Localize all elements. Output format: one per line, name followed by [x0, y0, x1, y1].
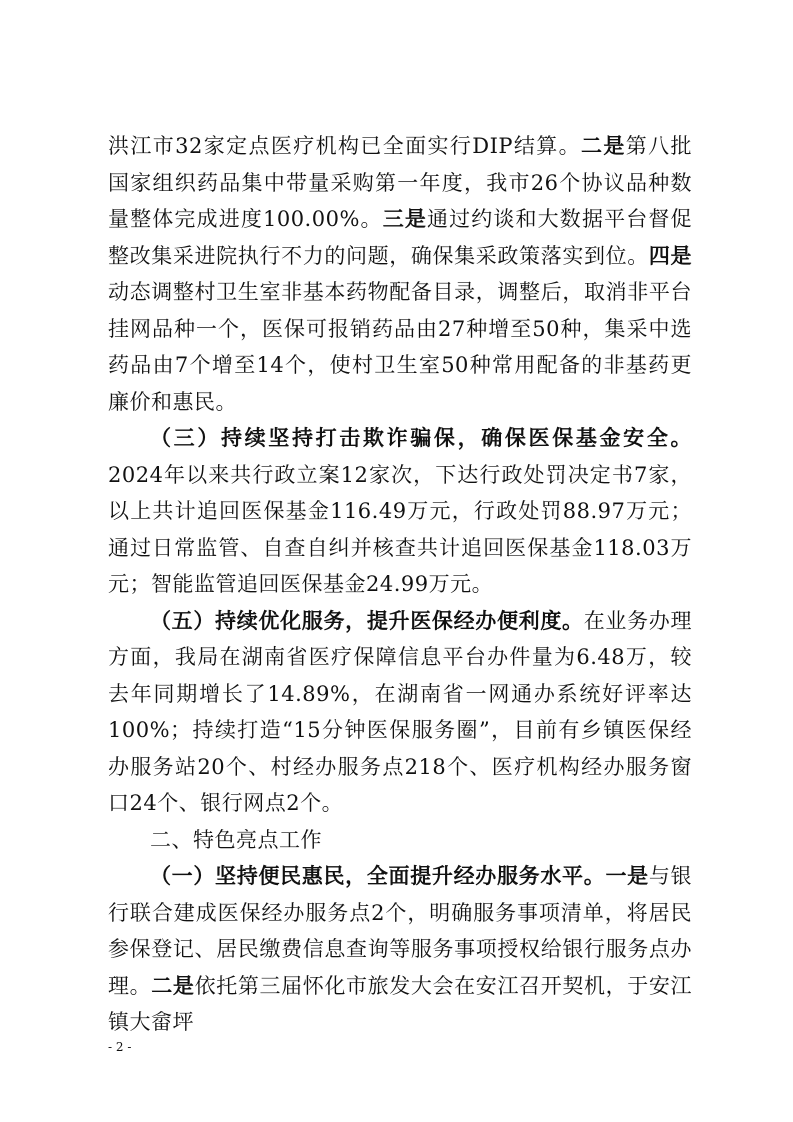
paragraph-convenience	[108, 858, 692, 1041]
paragraph-service-optimization	[108, 603, 692, 822]
bold-fourth: 四是	[648, 242, 693, 268]
body-text	[108, 128, 692, 1041]
bold-first: 一是	[605, 863, 649, 888]
text-service-optimization: 在业务办理方面，我局在湖南省医疗保障信息平台办件量为6.48万，较去年同期增长了14.89%，在湖南省一网通办系统好评率达100%；持续打造“15分钟医保服务圈”，目前有乡镇医保经办服务站20个、村经办服务点218个、医疗机构经办服务窗口24个、银行网点2个。	[108, 608, 692, 815]
text-tourism-conference: 依托第三届怀化市旅发大会在安江召开契机，于安江镇大畲坪	[108, 973, 693, 1034]
heading-anti-fraud: （三）持续坚持打击欺诈骗保，确保医保基金安全。	[150, 425, 692, 450]
heading-service-optimization: （五）持续优化服务，提升医保经办便利度。	[150, 607, 584, 633]
text-interview-rectification: 通过约谈和大数据平台督促整改集采进院执行不力的问题，确保集采政策落实到位。	[108, 207, 692, 268]
bold-second: 二是	[581, 133, 626, 158]
paragraph-dip-procurement	[108, 128, 692, 420]
bold-third: 三是	[382, 206, 427, 231]
section-heading-highlights: 二、特色亮点工作	[150, 827, 322, 852]
bold-second-2: 二是	[151, 972, 195, 998]
text-bank-service-points: 与银行联合建成医保经办服务点2个，明确服务事项清单，将居民参保登记、居民缴费信息查询等服务事项授权给银行服务点办理。	[108, 864, 692, 998]
page-number: - 2 -	[108, 1040, 132, 1054]
text-dip-settlement: 洪江市32家定点医疗机构已全面实行DIP结算。	[108, 134, 581, 158]
text-anti-fraud: 2024年以来共行政立案12家次，下达行政处罚决定书7家，以上共计追回医保基金116.49万元，行政处罚88.97万元；通过日常监管、自查自纠并核查共计追回医保基金118.03万元；智能监管追回医保基金24.99万元。	[108, 462, 692, 596]
text-village-clinic-catalog: 动态调整村卫生室非基本药物配备目录，调整后，取消非平台挂网品种一个，医保可报销药品由27种增至50种，集采中选药品由7个增至14个，使村卫生室50种常用配备的非基药更廉价和惠民。	[108, 280, 692, 414]
text-procurement-progress: 第八批国家组织药品集中带量采购第一年度，我市26个协议品种数量整体完成进度100.00%。	[108, 134, 693, 231]
heading-convenience: （一）坚持便民惠民，全面提升经办服务水平。	[150, 863, 606, 888]
paragraph-anti-fraud	[108, 420, 692, 603]
